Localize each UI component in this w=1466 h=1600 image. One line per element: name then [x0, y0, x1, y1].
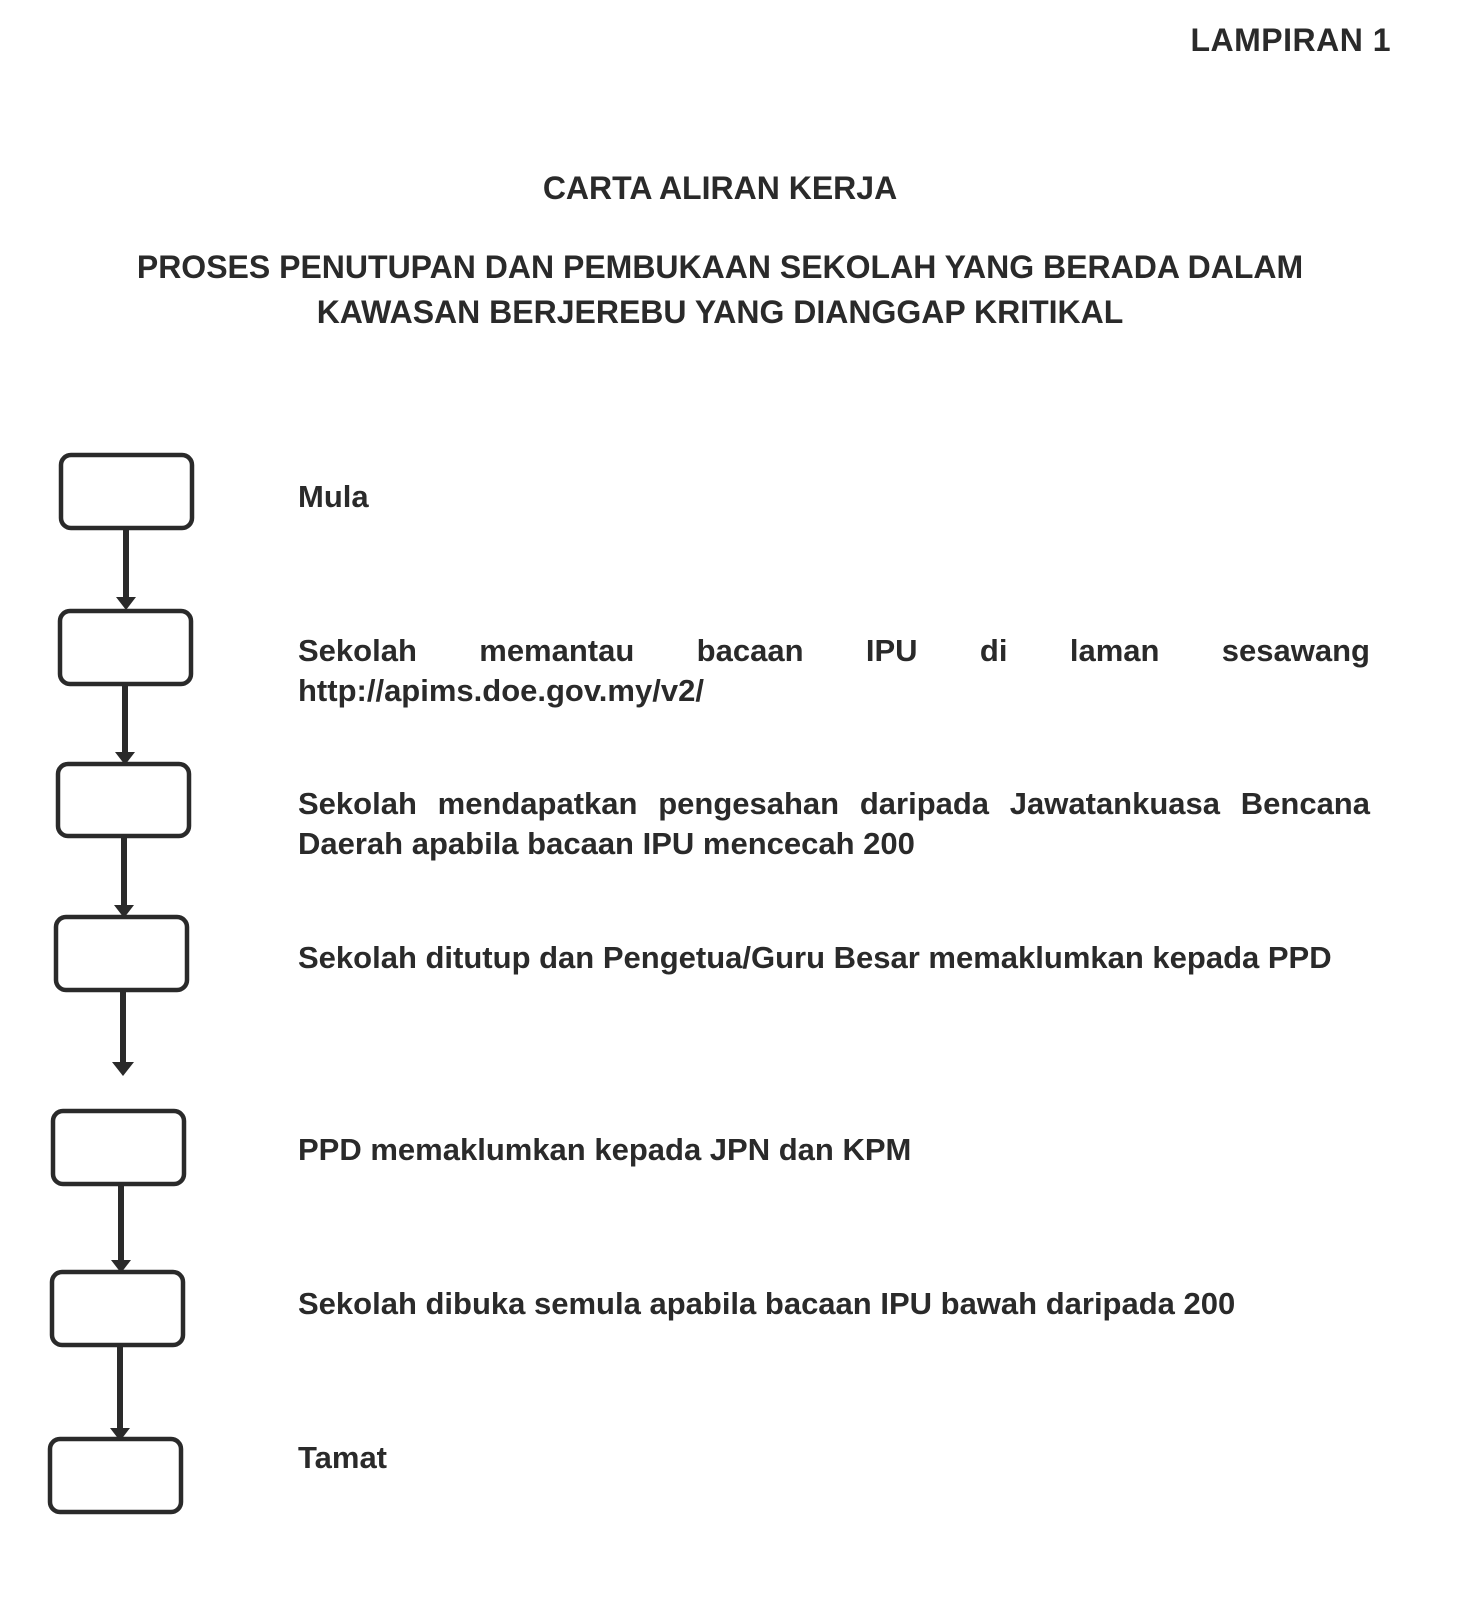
flow-box-2 [60, 611, 191, 684]
flow-box-4 [56, 917, 187, 990]
flow-box-3 [58, 764, 189, 836]
step-label-school-reopen: Sekolah dibuka semula apabila bacaan IPU bawah daripada 200 [298, 1286, 1236, 1321]
arrowhead-4 [112, 1062, 134, 1076]
appendix-label: LAMPIRAN 1 [1190, 22, 1391, 58]
step-label-start: Mula [298, 479, 369, 514]
document-title: CARTA ALIRAN KERJA [542, 170, 898, 206]
step-label-ppd-inform: PPD memaklumkan kepada JPN dan KPM [298, 1132, 912, 1167]
step-label-school-closed: Sekolah ditutup dan Pengetua/Guru Besar memaklumkan kepada PPD [298, 940, 1332, 975]
flow-box-7 [50, 1439, 181, 1512]
flow-box-1 [61, 455, 192, 528]
step-label-get-confirmation: Sekolah mendapatkan pengesahan daripada Jawatankuasa Bencana Daerah apabila bacaan IPU mencecah 200 [298, 786, 1370, 861]
flow-box-6 [52, 1272, 183, 1345]
flow-box-5 [53, 1111, 184, 1184]
document-subtitle: PROSES PENUTUPAN DAN PEMBUKAAN SEKOLAH YANG BERADA DALAM KAWASAN BERJEREBU YANG DIANGGAP KRITIKAL [136, 249, 1304, 330]
step-label-end: Tamat [298, 1440, 388, 1475]
arrowhead-1 [116, 597, 136, 610]
step-label-monitor-ipu: Sekolah memantau bacaan IPU di laman sesawang http://apims.doe.gov.my/v2/ [298, 633, 1370, 708]
